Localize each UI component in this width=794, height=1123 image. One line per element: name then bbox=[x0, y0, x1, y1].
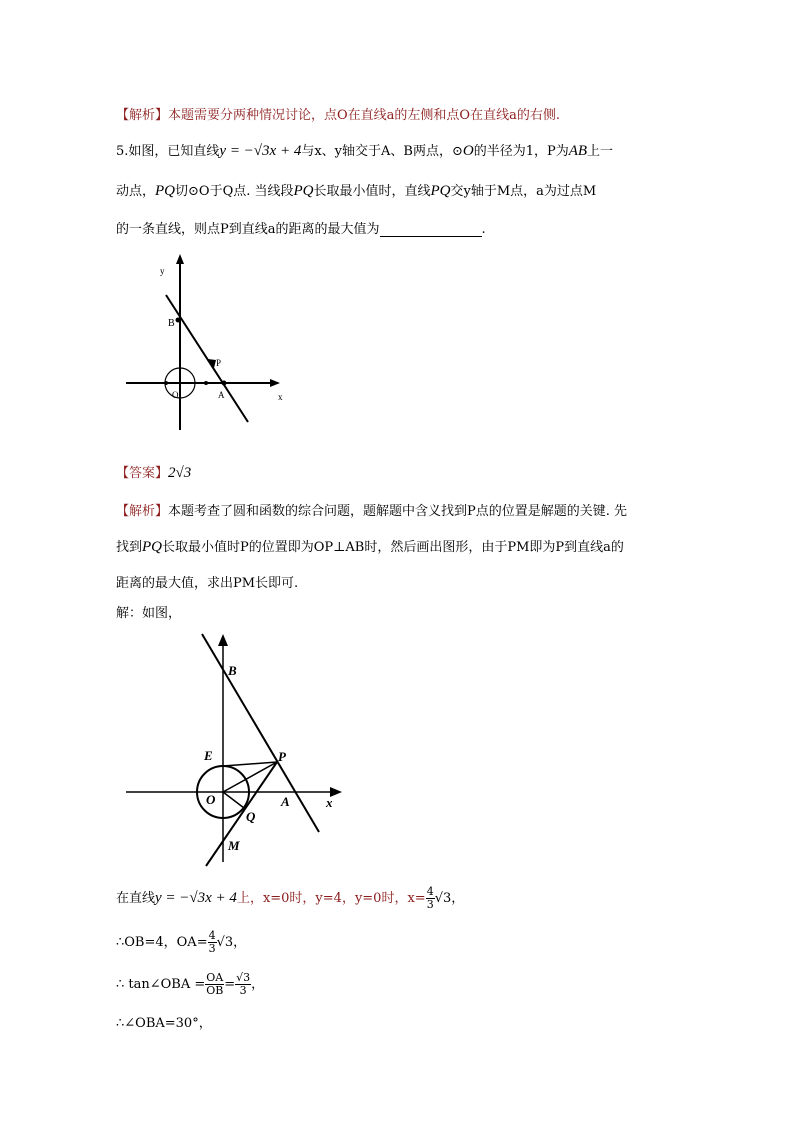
problem-line-2 bbox=[116, 180, 596, 200]
answer-blank bbox=[380, 224, 482, 237]
denominator: 3 bbox=[239, 984, 247, 997]
step-3 bbox=[116, 972, 264, 997]
step-text: ∴ tan∠OBA = bbox=[116, 977, 206, 992]
problem-text: 与x、y轴交于A、B两点，⊙ bbox=[301, 144, 463, 159]
problem-text: 的一条直线，则点P到直线a的距离的最大值为 bbox=[116, 222, 380, 237]
denominator: 3 bbox=[426, 898, 434, 911]
problem-text: 上一 bbox=[587, 144, 614, 159]
b-label: B bbox=[168, 318, 175, 329]
answer-line bbox=[116, 462, 191, 482]
problem-line-1 bbox=[116, 140, 613, 160]
analysis-text: 本题考查了圆和函数的综合问题，题解题中含义找到P点的位置是解题的关键. 先 bbox=[168, 504, 628, 519]
answer-value: 2√3 bbox=[168, 465, 192, 481]
fraction bbox=[426, 886, 435, 911]
b-label: B bbox=[228, 663, 237, 678]
line-ab bbox=[166, 295, 248, 422]
problem-text: 的半径为1，P为 bbox=[473, 144, 569, 159]
tick bbox=[204, 381, 208, 385]
denominator: OB bbox=[206, 984, 224, 997]
a-label: A bbox=[218, 390, 225, 400]
o-label: O bbox=[206, 792, 216, 807]
segment-oq bbox=[223, 792, 244, 808]
numerator: √3 bbox=[236, 971, 251, 984]
y-label: y bbox=[160, 266, 165, 276]
p-label: P bbox=[278, 749, 286, 764]
analysis-text: 找到 bbox=[116, 540, 143, 555]
answer-tag: 【答案】 bbox=[116, 466, 169, 481]
problem-text: 交y轴于M点，a为过点M bbox=[450, 184, 597, 199]
e-label: E bbox=[204, 748, 213, 763]
step-text: ， bbox=[251, 977, 265, 992]
line-equation: y = −√3x + 4 bbox=[155, 890, 237, 906]
x-axis-arrow bbox=[270, 379, 280, 387]
analysis2-line-1 bbox=[116, 500, 627, 519]
numerator: 4 bbox=[426, 885, 434, 898]
analysis-tag: 【解析】 bbox=[116, 108, 169, 123]
segment-label: PQ bbox=[293, 183, 314, 199]
numerator: 4 bbox=[208, 929, 216, 942]
segment-label: AB bbox=[568, 143, 588, 159]
m-label: M bbox=[228, 838, 240, 853]
step-text: ∴OB=4，OA= bbox=[116, 935, 208, 950]
point-b bbox=[176, 318, 181, 323]
line-ab bbox=[202, 634, 319, 832]
line-pm bbox=[206, 762, 277, 866]
numerator: OA bbox=[206, 971, 224, 984]
problem-text: 切⊙O于Q点. 当线段 bbox=[175, 184, 294, 199]
problem-text: . bbox=[481, 222, 486, 237]
problem-line-3 bbox=[116, 218, 486, 237]
fraction bbox=[235, 972, 251, 997]
segment-label: PQ bbox=[142, 539, 163, 555]
analysis-text: 本题需要分两种情况讨论，点O在直线a的左侧和点O在直线a的右侧. bbox=[168, 108, 560, 123]
step-1 bbox=[116, 886, 464, 911]
problem-text: 动点， bbox=[116, 184, 156, 199]
analysis-text: 距离的最大值，求出PM长即可. bbox=[116, 576, 299, 591]
y-axis-arrow bbox=[176, 254, 184, 264]
tick bbox=[164, 381, 168, 385]
problem-text: 5.如图，已知直线 bbox=[116, 144, 220, 159]
figure-1 bbox=[120, 250, 290, 440]
analysis2-line-2 bbox=[116, 536, 624, 556]
circle-label: O bbox=[462, 143, 474, 159]
segment-label: PQ bbox=[430, 183, 451, 199]
x-label: x bbox=[326, 795, 333, 810]
step-text: 上，x=0时，y=4，y=0时，x= bbox=[236, 891, 426, 906]
segment-label: PQ bbox=[155, 183, 176, 199]
figure-2 bbox=[120, 630, 350, 870]
y-axis-arrow bbox=[218, 634, 228, 646]
analysis-tag: 【解析】 bbox=[116, 504, 169, 519]
x-label: x bbox=[278, 392, 283, 402]
step-text: = bbox=[224, 977, 236, 992]
q-label: Q bbox=[246, 809, 256, 824]
analysis2-line-3 bbox=[116, 572, 298, 591]
point-a bbox=[222, 381, 227, 386]
analysis-text: 长取最小值时P的位置即为OP⊥AB时，然后画出图形，由于PM即为P到直线a的 bbox=[162, 540, 624, 555]
fraction bbox=[205, 972, 224, 997]
denominator: 3 bbox=[208, 942, 216, 955]
line-equation: y = −√3x + 4 bbox=[219, 143, 302, 159]
segment-ep bbox=[223, 762, 277, 766]
problem-text: 长取最小值时，直线 bbox=[313, 184, 431, 199]
fraction bbox=[208, 930, 217, 955]
analysis-line-1 bbox=[116, 104, 560, 123]
a-label: A bbox=[281, 794, 290, 809]
step-text: √3， bbox=[216, 935, 247, 950]
o-label: O bbox=[172, 390, 179, 400]
step-text: 在直线 bbox=[116, 891, 156, 906]
solution-intro: 解：如图， bbox=[116, 606, 182, 621]
p-label: P bbox=[216, 358, 222, 368]
step-2 bbox=[116, 930, 246, 955]
step-4: ∴∠OBA=30°， bbox=[116, 1016, 212, 1031]
step-text: √3， bbox=[434, 891, 465, 906]
